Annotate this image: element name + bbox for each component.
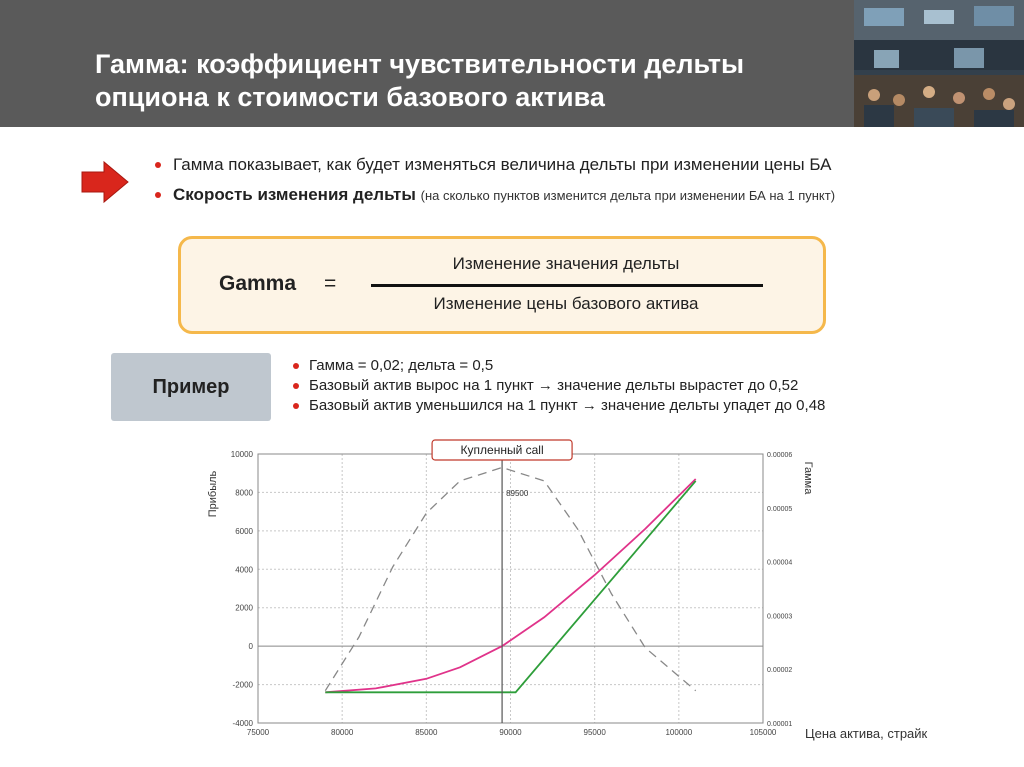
y-axis-label: Прибыль [207, 470, 219, 518]
fraction-line [371, 284, 763, 287]
strike-label: 89500 [506, 489, 529, 498]
x-tick-label: 80000 [331, 728, 354, 737]
bullet-text: Гамма показывает, как будет изменяться величина дельты при изменении цены БА [173, 155, 832, 174]
formula-equals: = [324, 272, 337, 295]
x-tick-label: 90000 [499, 728, 522, 737]
title-line-1: Гамма: коэффициент чувствительности дельты [95, 49, 745, 79]
bullet-dot-icon [155, 162, 161, 168]
formula-lhs: Gamma [219, 272, 297, 295]
bullet-list [153, 154, 993, 215]
slide-title [95, 48, 835, 114]
bullet-bold-text: Скорость изменения дельты [173, 185, 416, 204]
y2-tick-label: 0.00003 [767, 613, 793, 621]
y-tick-label: 6000 [235, 526, 253, 536]
y-tick-label: 2000 [235, 603, 253, 613]
bullet-note: (на сколько пунктов изменится дельта при изменении БА на 1 пункт) [420, 188, 836, 203]
y2-tick-label: 0.00002 [767, 667, 793, 675]
example-item [293, 356, 953, 376]
bullet-dot-icon [155, 192, 161, 198]
y-tick-label: 4000 [235, 565, 253, 575]
title-bar [0, 0, 1024, 127]
bullet-item [153, 154, 993, 176]
example-item [293, 376, 953, 396]
trading-floor-image [854, 0, 1024, 127]
bullet-dot-icon [293, 363, 299, 369]
formula-denominator: Изменение цены базового актива [433, 294, 699, 313]
y-tick-label: 8000 [235, 488, 253, 498]
y2-tick-label: 0.00004 [767, 559, 793, 567]
x-tick-label: 75000 [246, 728, 270, 737]
chart-title: Купленный call [460, 443, 544, 457]
y-tick-label: 0 [248, 642, 253, 652]
x-tick-label: 95000 [583, 728, 606, 737]
y2-tick-label: 0.00001 [767, 721, 793, 728]
call-option-chart [200, 436, 814, 737]
y-tick-label: -4000 [232, 719, 253, 728]
trading-floor-photo [854, 0, 1024, 127]
x-axis-label: Цена актива, страйк [805, 726, 928, 741]
title-line-2: опциона к стоимости базового актива [95, 82, 605, 112]
gamma-formula-box [178, 236, 826, 334]
y-tick-label: 10000 [230, 450, 253, 459]
y2-tick-label: 0.00006 [767, 452, 793, 459]
bullet-dot-icon [293, 383, 299, 389]
example-item-text: Базовый актив уменьшился на 1 пункт → значение дельты упадет до 0,48 [309, 397, 826, 414]
red-arrow-icon [80, 160, 130, 204]
y2-tick-label: 0.00005 [767, 505, 793, 513]
example-item [293, 396, 953, 416]
example-label: Пример [111, 353, 271, 421]
y2-axis-label: Гамма [802, 461, 814, 495]
example-list [293, 356, 953, 416]
x-tick-label: 100000 [665, 728, 693, 737]
example-item-text: Гамма = 0,02; дельта = 0,5 [309, 357, 494, 374]
bullet-item [153, 184, 993, 207]
y-tick-label: -2000 [232, 680, 253, 690]
example-item-text: Базовый актив вырос на 1 пункт → значение дельты вырастет до 0,52 [309, 377, 799, 394]
bullet-dot-icon [293, 403, 299, 409]
x-tick-label: 105000 [749, 728, 777, 737]
x-tick-label: 85000 [415, 728, 438, 737]
formula-numerator: Изменение значения дельты [452, 254, 680, 273]
